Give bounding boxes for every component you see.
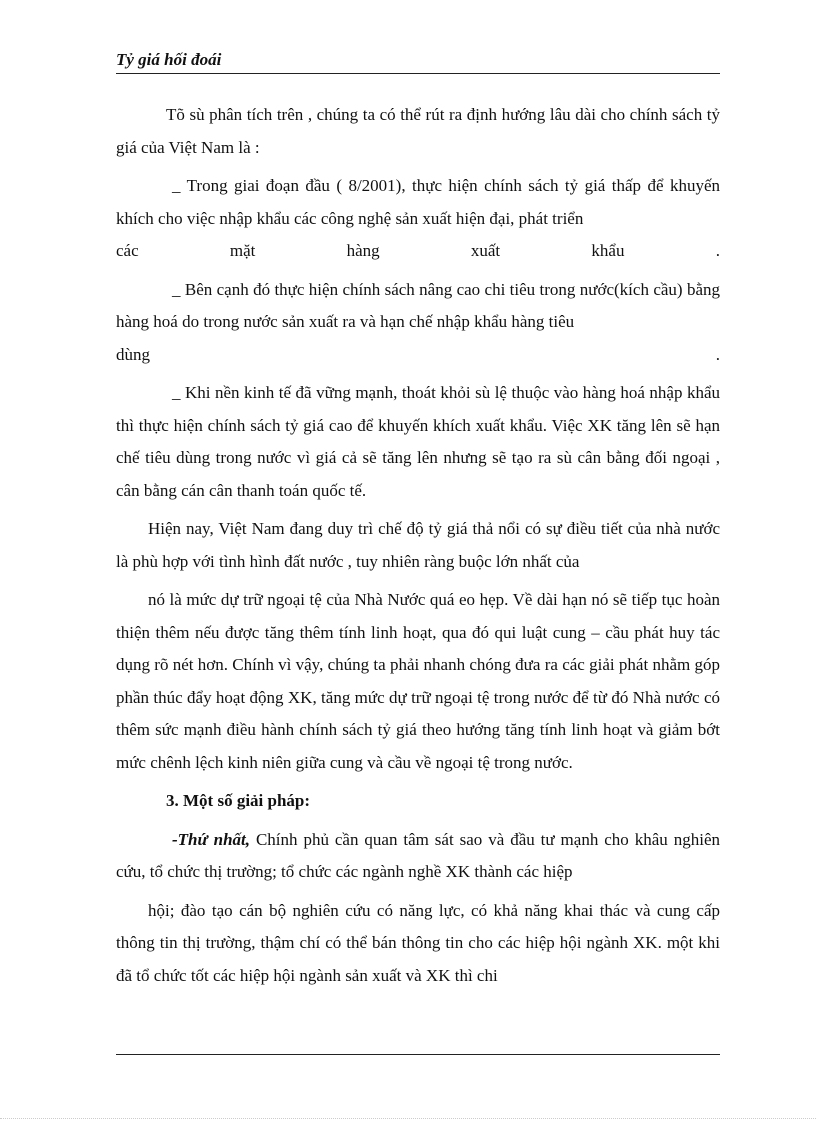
- solution-first-text: Chính phủ cần quan tâm sát sao và đầu tư mạnh cho khâu nghiên cứu, tổ chức thị trường; tổ chức các ngành nghề XK thành các hiệp: [116, 829, 720, 881]
- footer-rule: [116, 1054, 720, 1055]
- page-header: [116, 50, 720, 74]
- section-heading: 3. Một số giải pháp:: [166, 791, 311, 810]
- paragraph-solution-first: [116, 824, 720, 889]
- spread-word: các: [116, 241, 139, 260]
- paragraph-domestic-demand: [116, 274, 720, 339]
- paragraph-domestic-demand-text: _ Bên cạnh đó thực hiện chính sách nâng cao chi tiêu trong nước(kích cầu) bằng hàng hoá do trong nước sản xuất ra và hạn chế nhập khẩu hàng tiêu: [116, 279, 720, 331]
- paragraph-low-rate: [116, 170, 720, 235]
- document-body: [116, 99, 720, 992]
- page-edge: [0, 1118, 816, 1119]
- paragraph-intro: Tõ sù phân tích trên , chúng ta có thể rút ra định hướng lâu dài cho chính sách tỷ giá của Việt Nam là :: [116, 105, 720, 157]
- spread-word: xuất: [470, 241, 501, 260]
- spread-word: mặt: [229, 241, 256, 260]
- spread-word: khẩu: [591, 241, 625, 260]
- paragraph-low-rate-spread-line: [116, 235, 720, 268]
- spread-word: .: [715, 241, 720, 260]
- paragraph-current-regime-cont: nó là mức dự trữ ngoại tệ của Nhà Nước quá eo hẹp. Về dài hạn nó sẽ tiếp tục hoàn thiện thêm nếu được tăng thêm tính linh hoạt, qua đó qui luật cung – cầu phát huy tác dụng rõ nét hơn. Chính vì vậy, chúng ta phải nhanh chóng đưa ra các giải phát nhằm góp phần thúc đẩy hoạt động XK, tăng mức dự trữ ngoại tệ trong nước để từ đó Nhà nước có thêm sức mạnh điều hành chính sách tỷ giá theo hướng tăng tính linh hoạt và giảm bớt mức chênh lệch kinh niên giữa cung và cầu về ngoại tệ trong nước.: [116, 590, 720, 772]
- spread-word: .: [715, 344, 720, 364]
- paragraph-domestic-demand-spread-line: [116, 339, 720, 372]
- header-title: Tỷ giá hối đoái: [116, 50, 222, 69]
- paragraph-solution-first-cont: hội; đào tạo cán bộ nghiên cứu có năng lực, có khả năng khai thác và cung cấp thông tin thị trường, thậm chí có thể bán thông tin cho các hiệp hội ngành XK. một khi đã tổ chức tốt các hiệp hội ngành sản xuất và XK thì chi: [116, 900, 720, 985]
- spread-word: dùng: [116, 344, 150, 364]
- solution-lead: -Thứ nhất,: [172, 829, 251, 849]
- paragraph-high-rate: _ Khi nền kinh tế đã vững mạnh, thoát khỏi sù lệ thuộc vào hàng hoá nhập khẩu thì thực hiện chính sách tỷ giá cao để khuyến khích xuất khẩu. Việc XK tăng lên sẽ hạn chế tiêu dùng trong nước vì giá cả sẽ tăng lên nhưng sẽ tạo ra sù cân bằng đối ngoại , cân bằng cán cân thanh toán quốc tế.: [116, 383, 720, 500]
- paragraph-low-rate-text: _ Trong giai đoạn đầu ( 8/2001), thực hiện chính sách tỷ giá thấp để khuyến khích cho việc nhập khẩu các công nghệ sản xuất hiện đại, phát triển: [116, 176, 720, 228]
- spread-word: hàng: [346, 241, 380, 260]
- paragraph-current-regime: Hiện nay, Việt Nam đang duy trì chế độ tỷ giá thả nổi có sự điều tiết của nhà nước là phù hợp với tình hình đất nước , tuy nhiên ràng buộc lớn nhất của: [116, 519, 720, 571]
